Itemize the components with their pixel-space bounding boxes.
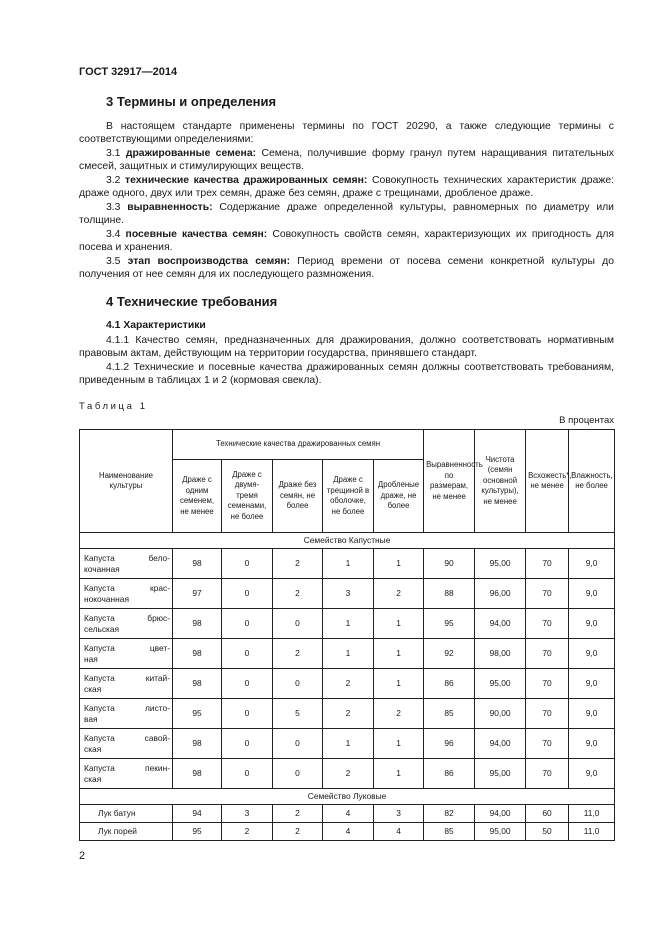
family-label: Семейство Капустные	[80, 533, 615, 549]
table-cell: 98	[173, 639, 222, 669]
col-head-group: Технические качества дражированных семян	[173, 430, 424, 460]
table-row	[80, 549, 615, 579]
table-cell: 70	[526, 549, 569, 579]
table-cell: 98	[173, 669, 222, 699]
table-cell: 11,0	[569, 805, 615, 823]
term-definition	[79, 174, 614, 201]
table-cell: 1	[323, 549, 374, 579]
table-cell: 95	[424, 609, 475, 639]
table-cell: 82	[424, 805, 475, 823]
table-cell: 85	[424, 699, 475, 729]
table-cell: 94,00	[475, 805, 526, 823]
table-cell: 86	[424, 759, 475, 789]
table-cell: 90,00	[475, 699, 526, 729]
table-cell: 0	[222, 549, 273, 579]
table-cell: 98	[173, 729, 222, 759]
table-row	[80, 579, 615, 609]
family-row-onion	[80, 789, 615, 805]
crop-name: Капуста цвет- ная	[80, 639, 173, 669]
term-number: 3.5	[106, 256, 121, 267]
crop-name: Капуста пекин- ская	[80, 759, 173, 789]
table-cell: 2	[323, 669, 374, 699]
table-cell: 9,0	[569, 609, 615, 639]
term-label: этап воспроизводства семян:	[127, 256, 291, 267]
term-text: Совокупность технических характеристик драже: драже одного, двух или трех семян, драже без семян, драже с трещинами, дробленое драже.	[79, 175, 614, 200]
table-cell: 2	[273, 549, 323, 579]
table-cell: 1	[374, 609, 424, 639]
table-cell: 4	[323, 805, 374, 823]
term-definition	[79, 228, 614, 255]
table-cell: 85	[424, 823, 475, 841]
table-cell: 1	[374, 669, 424, 699]
term-definition	[79, 201, 614, 228]
table-cell: 70	[526, 669, 569, 699]
family-row-cabbage	[80, 533, 615, 549]
table-row	[80, 759, 615, 789]
table-row	[80, 699, 615, 729]
table-cell: 0	[222, 579, 273, 609]
table-cell: 70	[526, 639, 569, 669]
table-cell: 2	[273, 639, 323, 669]
table-cell: 2	[273, 579, 323, 609]
family-label: Семейство Луковые	[80, 789, 615, 805]
term-number: 3.1	[106, 148, 121, 159]
table-cell: 2	[273, 823, 323, 841]
table-cell: 0	[273, 729, 323, 759]
table-cell: 1	[374, 639, 424, 669]
crop-name: Лук батун	[80, 805, 173, 823]
col-head-two-three-seeds: Драже с двумя-тремя семенами, не более	[222, 460, 273, 533]
col-head-no-seed: Драже без семян, не более	[273, 460, 323, 533]
table-row	[80, 823, 615, 841]
col-head-purity: Чистота (семян основной культуры), не менее	[475, 430, 526, 533]
table-cell: 0	[222, 609, 273, 639]
term-text: Совокупность свойств семян, характеризующих их пригодность для посева и хранения.	[79, 229, 615, 254]
table-row	[80, 805, 615, 823]
table-cell: 1	[374, 759, 424, 789]
table-cell: 3	[323, 579, 374, 609]
table-cell: 95,00	[475, 759, 526, 789]
crop-name: Капуста китай- ская	[80, 669, 173, 699]
table-cell: 88	[424, 579, 475, 609]
table-cell: 1	[323, 609, 374, 639]
table-cell: 4	[374, 823, 424, 841]
section-4-title: 4 Технические требования	[106, 294, 278, 309]
table-cell: 94,00	[475, 609, 526, 639]
table-cell: 96	[424, 729, 475, 759]
table-cell: 95,00	[475, 823, 526, 841]
table-cell: 2	[273, 805, 323, 823]
table-cell: 98	[173, 609, 222, 639]
table-row	[80, 669, 615, 699]
table-cell: 95,00	[475, 669, 526, 699]
col-head-name: Наименование культуры	[80, 430, 173, 533]
table-cell: 98	[173, 759, 222, 789]
col-head-one-seed: Драже с одним семенем, не менее	[173, 460, 222, 533]
seed-quality-table	[79, 429, 615, 841]
table-cell: 2	[374, 699, 424, 729]
table-cell: 94	[173, 805, 222, 823]
crop-name: Капуста бело- кочанная	[80, 549, 173, 579]
table-cell: 1	[323, 639, 374, 669]
col-head-cracked: Драже с трещиной в оболочке, не более	[323, 460, 374, 533]
section-3-title: 3 Термины и определения	[106, 94, 277, 109]
term-text: Семена, получившие форму гранул путем наращивания питательных смесей, защитных и стимулирующих веществ.	[79, 148, 614, 173]
table-cell: 9,0	[569, 729, 615, 759]
term-label: дражированные семена:	[125, 148, 257, 159]
table-cell: 98	[173, 549, 222, 579]
table-cell: 2	[323, 759, 374, 789]
paragraph-4-1-2: 4.1.2 Технические и посевные качества дражированных семян должны соответствовать требованиям, приведенным в таблицах 1 и 2 (кормовая свекла).	[79, 362, 614, 387]
table-cell: 9,0	[569, 699, 615, 729]
table-cell: 95,00	[475, 549, 526, 579]
table-row	[80, 729, 615, 759]
table-cell: 2	[222, 823, 273, 841]
table-cell: 70	[526, 579, 569, 609]
table-units: В процентах	[559, 415, 614, 426]
table-cell: 1	[323, 729, 374, 759]
table-cell: 9,0	[569, 549, 615, 579]
table-cell: 96,00	[475, 579, 526, 609]
table-cell: 90	[424, 549, 475, 579]
table-cell: 9,0	[569, 669, 615, 699]
col-head-moisture: Влажность, не более	[569, 430, 615, 533]
table-cell: 9,0	[569, 639, 615, 669]
table-cell: 2	[374, 579, 424, 609]
crop-name: Капуста савой- ская	[80, 729, 173, 759]
table-cell: 95	[173, 823, 222, 841]
table-cell: 70	[526, 759, 569, 789]
table-cell: 2	[323, 699, 374, 729]
table-cell: 70	[526, 609, 569, 639]
table-cell: 0	[222, 699, 273, 729]
term-definition	[79, 255, 614, 282]
table-cell: 3	[222, 805, 273, 823]
table-cell: 86	[424, 669, 475, 699]
section-3-intro: В настоящем стандарте применены термины по ГОСТ 20290, а также следующие термины с соответствующими определениями:	[79, 121, 614, 146]
table-cell: 60	[526, 805, 569, 823]
table-cell: 5	[273, 699, 323, 729]
table-cell: 0	[273, 669, 323, 699]
term-label: посевные качества семян:	[125, 229, 268, 240]
table-cell: 50	[526, 823, 569, 841]
page-number: 2	[79, 850, 86, 862]
crop-name: Капуста листо- вая	[80, 699, 173, 729]
table-cell: 92	[424, 639, 475, 669]
table-cell: 95	[173, 699, 222, 729]
term-label: выравненность:	[127, 202, 213, 213]
paragraph-4-1-1: 4.1.1 Качество семян, предназначенных для дражирования, должно соответствовать нормативным правовым актам, действующим на территории государства, принявшего стандарт.	[79, 335, 614, 360]
col-head-uniformity: Выравненность по размерам, не менее	[424, 430, 475, 533]
term-definition	[79, 147, 614, 174]
term-text: Содержание драже определенной культуры, равномерных по диаметру или толщине.	[79, 202, 614, 227]
term-number: 3.3	[106, 202, 121, 213]
table-cell: 0	[273, 609, 323, 639]
term-number: 3.4	[106, 229, 121, 240]
table-cell: 70	[526, 729, 569, 759]
table-cell: 97	[173, 579, 222, 609]
document-id: ГОСТ 32917—2014	[79, 66, 178, 78]
table-cell: 1	[374, 549, 424, 579]
table-cell: 11,0	[569, 823, 615, 841]
table-cell: 0	[222, 759, 273, 789]
crop-name: Лук порей	[80, 823, 173, 841]
term-number: 3.2	[106, 175, 121, 186]
table-cell: 4	[323, 823, 374, 841]
table-row	[80, 609, 615, 639]
crop-name: Капуста брюс- сельская	[80, 609, 173, 639]
table-cell: 9,0	[569, 759, 615, 789]
table-cell: 70	[526, 699, 569, 729]
crop-name: Капуста крас- нокочанная	[80, 579, 173, 609]
table-cell: 1	[374, 729, 424, 759]
col-head-crushed: Дробленые драже, не более	[374, 460, 424, 533]
subsection-4-1-title: 4.1 Характеристики	[106, 320, 206, 331]
table-cell: 0	[222, 729, 273, 759]
table-cell: 0	[222, 639, 273, 669]
term-label: технические качества дражированных семян:	[125, 175, 368, 186]
col-head-germination: Всхожесть*, не менее	[526, 430, 569, 533]
term-text: Период времени от посева семени конкретной культуры до получения от нее семян для их последующего размножения.	[79, 256, 614, 281]
table-cell: 0	[273, 759, 323, 789]
table-cell: 0	[222, 669, 273, 699]
table-caption: Таблица 1	[79, 401, 148, 412]
table-cell: 94,00	[475, 729, 526, 759]
table-row	[80, 639, 615, 669]
table-cell: 98,00	[475, 639, 526, 669]
table-cell: 3	[374, 805, 424, 823]
table-cell: 9,0	[569, 579, 615, 609]
